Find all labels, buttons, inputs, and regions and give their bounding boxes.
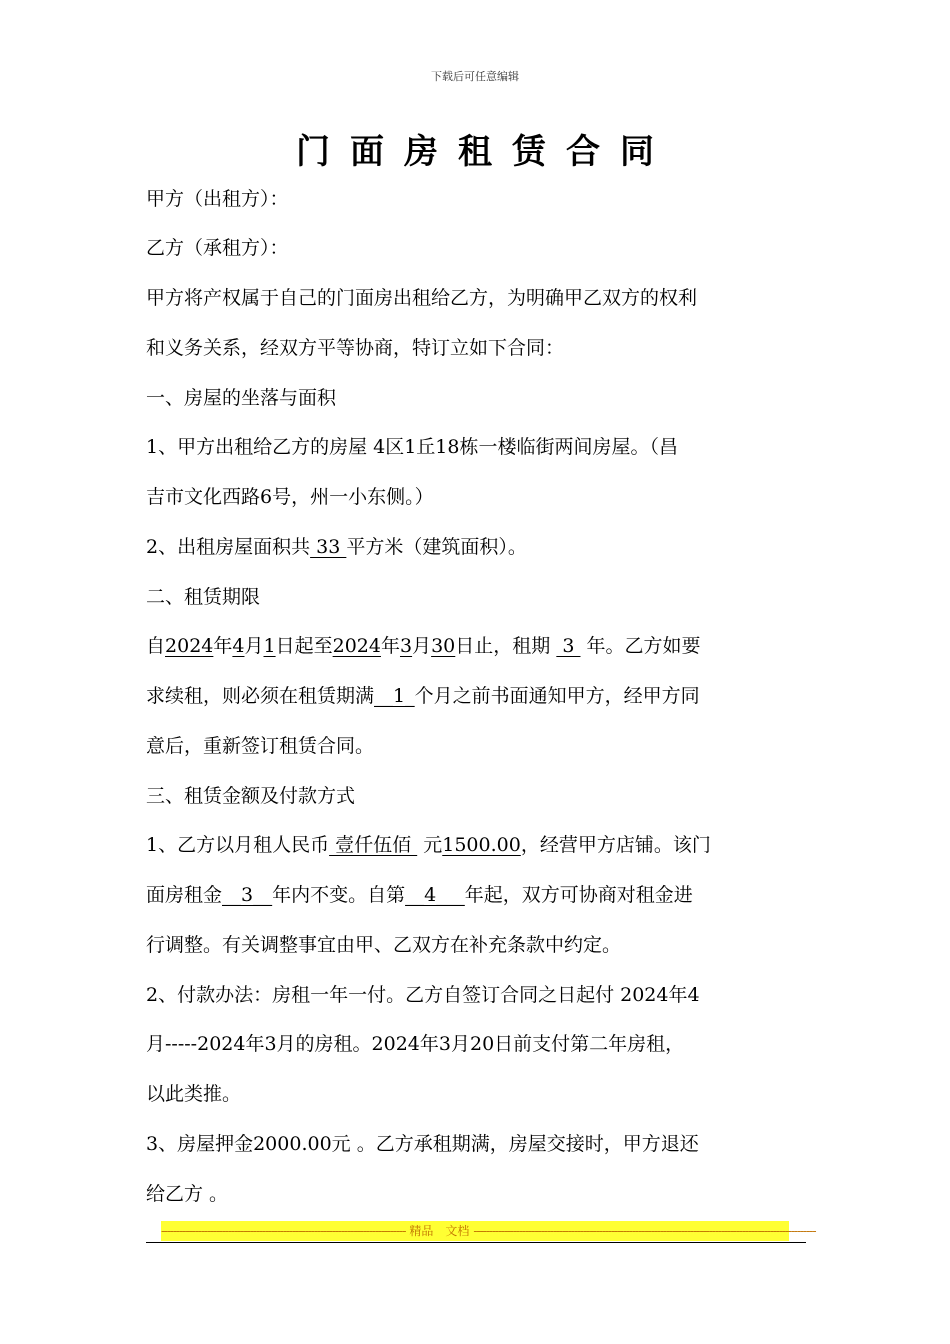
rent-in-words: 壹仟伍佰 xyxy=(329,834,418,856)
footer-dashes-right: ---------------------------------------------------------------------------------------------------------------- xyxy=(473,1224,816,1238)
text: 日起至 xyxy=(275,635,333,657)
start-year: 2024 xyxy=(165,635,214,657)
start-month: 4 xyxy=(232,635,245,657)
footer-dashes-left: -------------------------------------------------------------------------------- xyxy=(161,1224,406,1238)
text: 年起，双方可协商对租金进 xyxy=(464,884,693,906)
section-1-item-1-line-1: 1、甲方出租给乙方的房屋 4区1丘18栋一楼临街两间房屋。（昌 xyxy=(146,436,678,458)
party-a-line: 甲方（出租方）： xyxy=(146,188,289,210)
adjust-year: __4___ xyxy=(405,884,465,906)
text: ，经营甲方店铺。该门 xyxy=(520,834,711,856)
section-3-heading: 三、租赁金额及付款方式 xyxy=(146,785,356,807)
notice-months: __1_ xyxy=(374,685,415,707)
text: 面房租金 xyxy=(146,884,223,906)
end-day: 30 xyxy=(431,635,456,657)
end-month: 3 xyxy=(399,635,413,657)
text: 个月之前书面通知甲方，经甲方同 xyxy=(414,685,700,707)
header-note: 下载后可任意编辑 xyxy=(431,70,519,83)
document-title: 门面房租赁合同 xyxy=(296,132,674,172)
lease-term: 3 xyxy=(556,635,581,657)
text: 月 xyxy=(412,635,432,657)
deposit-line-1: 3、房屋押金2000.00元 。乙方承租期满，房屋交接时，甲方退还 xyxy=(146,1133,699,1155)
payment-line-2: 月-----2024年3月的房租。2024年3月20日前支付第二年房租， xyxy=(146,1033,685,1055)
fixed-years: __3__ xyxy=(222,884,273,906)
rent-line-2 xyxy=(146,880,816,910)
text: 1、乙方以月租人民币 xyxy=(146,834,330,856)
rent-line-1 xyxy=(146,830,816,860)
text: 求续租，则必须在租赁期满 xyxy=(146,685,375,707)
intro-line-1: 甲方将产权属于自己的门面房出租给乙方，为明确甲乙双方的权利 xyxy=(146,287,698,309)
item-2-prefix: 2、出租房屋面积共 xyxy=(146,536,311,558)
end-year: 2024 xyxy=(332,635,381,657)
payment-line-3: 以此类推。 xyxy=(146,1083,242,1105)
text: 年 xyxy=(380,635,400,657)
footer-label: 精品 文档 xyxy=(409,1224,470,1238)
lease-term-line-2 xyxy=(146,681,816,711)
intro-line-2: 和义务关系，经双方平等协商，特订立如下合同： xyxy=(146,337,565,359)
lease-term-line-3: 意后，重新签订租赁合同。 xyxy=(146,735,375,757)
text: 年内不变。自第 xyxy=(272,884,406,906)
rent-amount: 1500.00 xyxy=(442,834,521,856)
text: 年。乙方如要 xyxy=(580,635,701,657)
text: 年 xyxy=(213,635,233,657)
footer-rule xyxy=(146,1242,806,1243)
text: 日止，租期 xyxy=(455,635,557,657)
start-day: 1 xyxy=(263,635,276,657)
section-1-heading: 一、房屋的坐落与面积 xyxy=(146,387,337,409)
footer-banner xyxy=(161,1221,816,1241)
deposit-line-2: 给乙方 。 xyxy=(146,1183,229,1205)
party-b-line: 乙方（承租方）： xyxy=(146,237,289,259)
text: 自 xyxy=(146,635,166,657)
section-1-item-1-line-2: 吉市文化西路6号，州一小东侧。） xyxy=(146,486,434,508)
lease-term-line-1 xyxy=(146,631,816,661)
section-2-heading: 二、租赁期限 xyxy=(146,586,261,608)
area-value: 33 xyxy=(310,536,347,558)
payment-line-1: 2、付款办法：房租一年一付。乙方自签订合同之日起付 2024年4 xyxy=(146,984,700,1006)
text: 月 xyxy=(244,635,264,657)
section-1-item-2 xyxy=(146,532,816,562)
rent-line-3: 行调整。有关调整事宜由甲、乙双方在补充条款中约定。 xyxy=(146,934,622,956)
item-2-suffix: 平方米（建筑面积）。 xyxy=(346,536,527,558)
text: 元 xyxy=(417,834,443,856)
